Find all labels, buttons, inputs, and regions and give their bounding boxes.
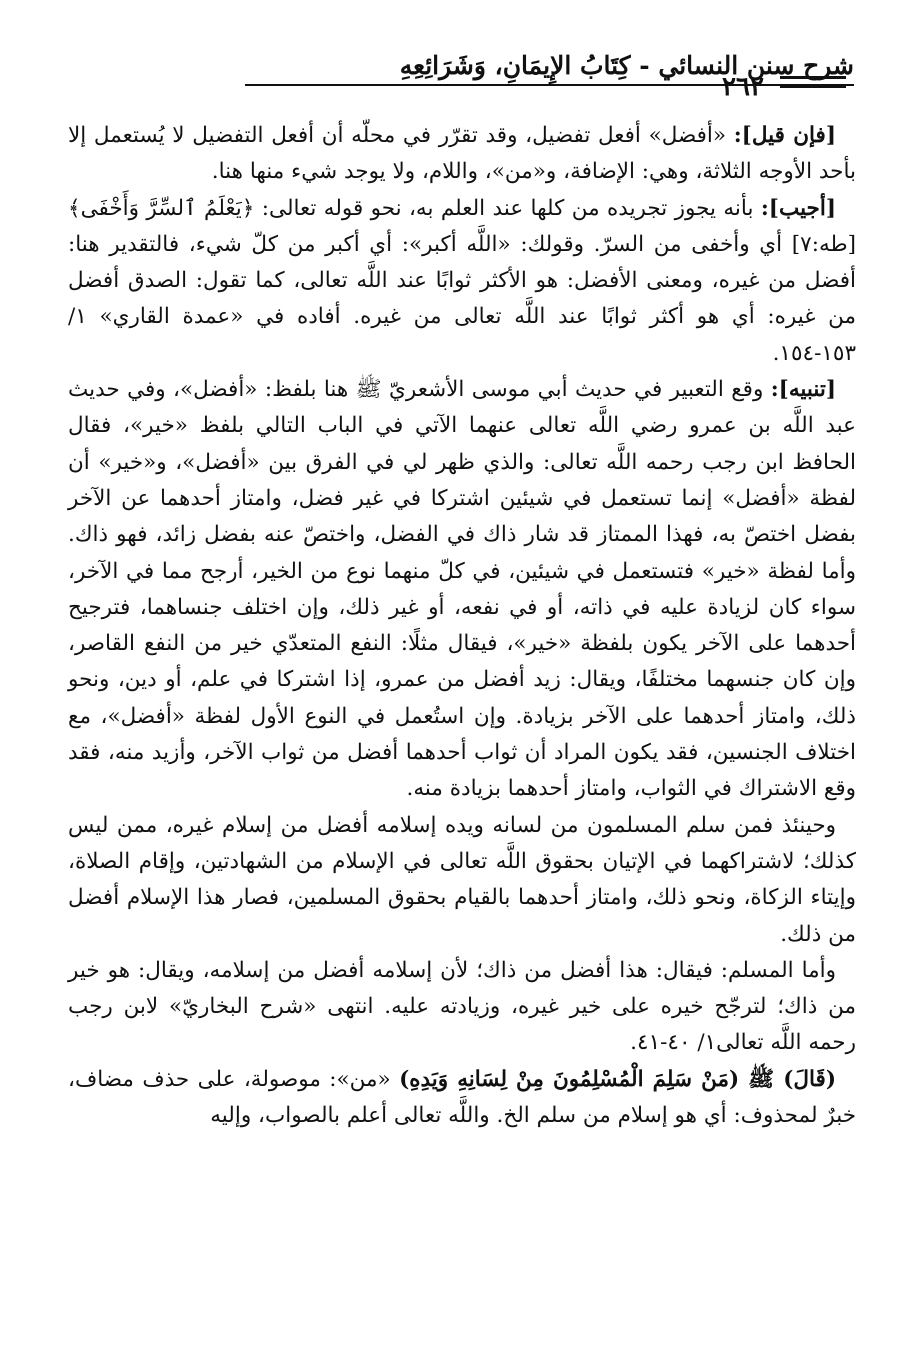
paragraph-question bbox=[68, 118, 856, 191]
paragraph-text: وقع التعبير في حديث أبي موسى الأشعريّ ﷺ هنا بلفظ: «أفضل»، وفي حديث عبد اللَّه بن عمرو رضي اللَّه تعالى عنهما الآتي في الباب التالي بلفظ «خير»، فقال الحافظ ابن رجب رحمه اللَّه تعالى: والذي ظهر لي في الفرق بين «أفضل»، و«خير» أن لفظة «أفضل» إنما تستعمل في شيئين اشتركا في غير فضل، وامتاز أحدهما عن الآخر بفضل اختصّ به، فهذا الممتاز قد شار ذاك في الفضل، واختصّ عنه بفضل زائد، فهو ذاك. وأما لفظة «خير» فتستعمل في شيئين، في كلّ منهما نوع من الخير، أرجح مما في الآخر، سواء كان لزيادة عليه في ذاته، أو في نفعه، أو غير ذلك، وإن اختلف جنساهما، فترجيح أحدهما على الآخر يكون بلفظة «خير»، فيقال مثلًا: النفع المتعدّي خير من النفع القاصر، وإن كان جنسهما مختلفًا، ويقال: زيد أفضل من عمرو، إذا اشتركا في علم، أو دين، ونحو ذلك، وامتاز أحدهما على الآخر بزيادة. وإن استُعمل في النوع الأول لفظة «أفضل»، مع اختلاف الجنسين، فقد يكون المراد أن ثواب أحدهما أفضل من ثواب الآخر، وأزيد منه، فقد وقع الاشتراك في الثواب، وامتاز أحدهما بزيادة منه. bbox=[68, 377, 856, 802]
header-title: شرح سنن النسائي - كِتَابُ الإِيمَانِ، وَشَرَائِعِهِ bbox=[399, 51, 854, 80]
rule-line bbox=[780, 76, 846, 79]
paragraph-answer bbox=[68, 191, 856, 372]
hadith-quote: (قَالَ) ﷺ (مَنْ سَلِمَ الْمُسْلِمُونَ مِنْ لِسَانِهِ وَيَدِهِ) bbox=[399, 1066, 836, 1092]
paragraph-note bbox=[68, 372, 856, 808]
paragraph-label: [فإن قيل]: bbox=[733, 123, 836, 148]
page-number-rules bbox=[780, 76, 846, 94]
rule-line bbox=[780, 85, 846, 88]
page-number: ٢٦٢ bbox=[722, 72, 764, 102]
paragraph-hadith bbox=[68, 1062, 856, 1135]
paragraph-text: «أفضل» أفعل تفضيل، وقد تقرّر في محلّه أن أفعل التفضيل لا يُستعمل إلا بأحد الأوجه الثلاثة، وهي: الإضافة، و«من»، واللام، ولا يوجد شيء منها هنا. bbox=[68, 123, 856, 185]
paragraph-text: «من»: موصولة، على حذف مضاف، خبرٌ لمحذوف: أي هو إسلام من سلم الخ. واللَّه تعالى أعلم بالصواب، وإليه bbox=[68, 1066, 856, 1129]
body-text bbox=[68, 118, 856, 1134]
paragraph-muslim bbox=[68, 953, 856, 1062]
paragraph-conclusion bbox=[68, 808, 856, 953]
paragraph-text: بأنه يجوز تجريده من كلها عند العلم به، نحو قوله تعالى: ﴿يَعْلَمُ ٱلسِّرَّ وَأَخْفَى﴾ [طه:٧] أي وأخفى من السرّ. وقولك: «اللَّه أكبر»: أي أكبر من كلّ شيء، فالتقدير هنا: أفضل من غيره، ومعنى الأفضل: هو الأكثر ثوابًا عند اللَّه تعالى، كما تقول: الصدق أفضل من غيره: أي هو أكثر ثوابًا عند اللَّه تعالى من غيره. أفاده في «عمدة القاري» ١/ ١٥٣-١٥٤. bbox=[68, 195, 856, 366]
paragraph-label: [أجيب]: bbox=[760, 195, 836, 221]
paragraph-text: وحينئذ فمن سلم المسلمون من لسانه ويده إسلامه أفضل من إسلام غيره، ممن ليس كذلك؛ لاشتراكهما في الإتيان بحقوق اللَّه تعالى في الإسلام من الشهادتين، وإقام الصلاة، وإيتاء الزكاة، ونحو ذلك، وامتاز أحدهما بالقيام بحقوق المسلمين، فصار هذا الإسلام أفضل من ذلك. bbox=[68, 812, 856, 947]
paragraph-label: [تنبيه]: bbox=[770, 377, 836, 403]
paragraph-text: وأما المسلم: فيقال: هذا أفضل من ذاك؛ لأن إسلامه أفضل من إسلامه، ويقال: هو خير من ذاك؛ لترجّح خيره على خير غيره، وزيادته عليه. انتهى «شرح البخاريّ» لابن رجب رحمه اللَّه تعالى١/ ٤٠-٤١. bbox=[68, 957, 856, 1056]
